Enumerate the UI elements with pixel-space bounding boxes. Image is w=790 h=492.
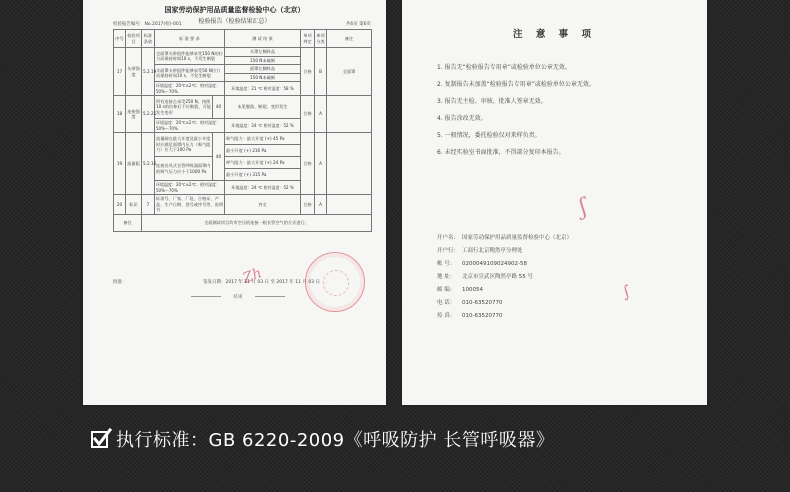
row-environment-result: 环境温度：24 ℃ 相对湿度：52 % xyxy=(225,119,301,133)
header-cell: 序号 xyxy=(114,30,126,48)
end-separator: 结束 xyxy=(193,294,283,300)
row-clause: 5.2.21 xyxy=(142,96,155,133)
row-judgement: 合格 xyxy=(301,48,315,96)
row-result: 吸气阻力 · 最大开度 (+) 45 Pa xyxy=(225,133,301,145)
row-requirement: 所有连接点承受250 N，持续10 s的拉伸后不应断裂，可能发生变形 xyxy=(155,96,213,119)
results-table xyxy=(113,29,372,232)
row-note xyxy=(327,133,372,195)
issue-date: 签发日期：2017 年 11 月 03 日 至 2017 年 11 月 03 日 xyxy=(203,280,320,285)
row-number: 17 xyxy=(114,48,126,96)
row-result: 头罩左侧样品 xyxy=(225,48,301,57)
row-result: 150 N未破断 xyxy=(225,56,301,65)
header-cell: 测 试 结 果 xyxy=(225,30,301,48)
row-result: 齐全 xyxy=(225,195,301,215)
row-result: 面罩左侧样品 xyxy=(225,65,301,74)
table-row xyxy=(114,96,372,119)
table-row xyxy=(114,48,372,57)
row-item: 流量阻 xyxy=(126,133,142,195)
notes-item: 6. 未经实验室书面批准，不得部分复印本报告。 xyxy=(437,149,565,156)
notes-item: 2. 复制报告未加盖“检验报告专用章”或检验单位公章无效。 xyxy=(437,81,595,88)
report-title: 国家劳动保护用品质量监督检验中心（北京） xyxy=(164,6,305,14)
contact-line: 地 址： 北京市宣武区陶然亭路 55 号 xyxy=(437,274,533,280)
row-judgement: 合格 xyxy=(301,96,315,133)
handwritten-mark: ʃ xyxy=(575,194,591,221)
row-requirement: 半面罩头带组件能够承受50 N拉力而保持时间10 s，不发生断裂 xyxy=(155,65,225,82)
row-result: 最小开度 (+) 216 Pa xyxy=(225,145,301,157)
report-number: 检验报告编号：No.2017(检)-001 xyxy=(113,22,182,27)
row-index: 40 xyxy=(213,133,225,181)
remark-row xyxy=(114,214,372,231)
row-requirement: 标准号、厂家、厂址、合格证、产品、生产日期、登号或序号等，说明书 xyxy=(156,196,224,212)
row-result: 呼气阻力 · 最大开度 (+) 24 Pa xyxy=(225,157,301,169)
row-note: 全面罩 xyxy=(327,48,372,96)
contact-line: 帐 号： 0200049109024902-58 xyxy=(437,261,527,267)
row-note xyxy=(327,96,372,133)
row-environment: 环境温度：20℃±2℃；相对湿度：50%～70% xyxy=(155,181,225,195)
row-environment: 环境温度：20℃±2℃；相对湿度：50%～70% xyxy=(155,119,225,133)
checkbox-checked-icon xyxy=(90,428,112,450)
notes-item: 3. 报告无主检、审核、批准人签章无效。 xyxy=(437,98,547,105)
header-cell: 标 准 要 求 xyxy=(155,30,225,48)
row-result: 最小开度 (+) 315 Pa xyxy=(225,169,301,181)
row-class: B xyxy=(315,48,327,96)
header-cell: 单项判定 xyxy=(301,30,315,48)
contact-line: 邮 编： 100054 xyxy=(437,287,483,293)
row-note xyxy=(327,195,372,215)
notes-item: 1. 报告无“检验报告专用章”或检验单位公章无效。 xyxy=(437,64,571,71)
report-page: 共6页 第6页 xyxy=(345,22,371,27)
row-requirement: 全面罩头带组件能够承受150 N的拉力而保持时间10 s，不发生断裂 xyxy=(155,48,225,65)
report-summary-image xyxy=(83,0,386,405)
standard-caption-text: 执行标准：GB 6220-2009《呼吸防护 长管呼吸器》 xyxy=(116,430,555,451)
row-item: 连接强度 xyxy=(126,96,142,133)
row-item: 头带强度 xyxy=(126,48,142,96)
row-result: 未见脱落、断裂、变形发生 xyxy=(225,96,301,119)
table-header-row xyxy=(114,30,372,48)
table-row xyxy=(114,133,372,145)
row-requirement: 连接送风式长管呼吸器面罩内的吸气压力应小于1000 Pa xyxy=(155,157,213,181)
header-cell: 检验项目 xyxy=(126,30,142,48)
row-environment: 环境温度：20℃±2℃；相对湿度：50%～70% xyxy=(155,82,225,96)
handwritten-mark: ∫ xyxy=(619,281,634,302)
row-class: A xyxy=(315,96,327,133)
notes-item: 5. 一般情况，委托检验仅对来样负责。 xyxy=(437,132,541,139)
row-class: A xyxy=(315,195,327,215)
contact-line: 开户名： 国家劳动保护用品质量监督检验中心（北京） xyxy=(437,235,573,241)
row-clause: 5.2.16 xyxy=(142,133,155,195)
contact-line: 传 真： 010-63520770 xyxy=(437,313,503,319)
row-judgement: 合格 xyxy=(301,195,315,215)
row-number: 20 xyxy=(114,195,126,215)
row-result: 150 N未破断 xyxy=(225,73,301,82)
contact-line: 开户行： 工商行北京陶然亭分理处 xyxy=(437,248,523,254)
header-cell: 备注 xyxy=(327,30,372,48)
notes-title: 注 意 事 项 xyxy=(513,29,596,40)
contact-line: 电 话： 010-63520770 xyxy=(437,300,503,306)
row-number: 18 xyxy=(114,96,126,133)
handwritten-signature: Zh xyxy=(240,265,264,287)
row-judgement: 合格 xyxy=(301,133,315,195)
row-clause: 7 xyxy=(142,195,155,215)
row-item: 标识 xyxy=(126,195,142,215)
row-clause: 5.2.19 xyxy=(142,48,155,96)
remark-text: 全面测试项目均市空压机连接一根长管空气的方式进行。 xyxy=(142,214,372,231)
table-row xyxy=(114,195,372,215)
report-subtitle: 检验报告（检验结果汇总） xyxy=(198,18,271,25)
row-class: A xyxy=(315,133,327,195)
header-cell: 单项分类 xyxy=(315,30,327,48)
notes-page-image xyxy=(402,0,707,405)
header-cell: 标准条款 xyxy=(142,30,155,48)
row-environment-result: 环境温度：24 ℃ 相对湿度：52 % xyxy=(225,181,301,195)
row-environment-result: 环境温度：21 ℃ 相对湿度：58 % xyxy=(225,82,301,96)
official-stamp xyxy=(305,252,365,312)
row-number: 19 xyxy=(114,133,126,195)
row-requirement: 流量阀在最大开度及最小开度时应满足面罩内压力（吸气阻力）应大于100 Pa xyxy=(155,133,213,157)
row-index: 40 xyxy=(213,96,225,119)
notes-item: 4. 报告涂改无效。 xyxy=(437,115,487,122)
approval-label: 批准： xyxy=(113,280,127,285)
standard-caption xyxy=(90,426,554,452)
remark-label: 备注 xyxy=(114,214,142,231)
